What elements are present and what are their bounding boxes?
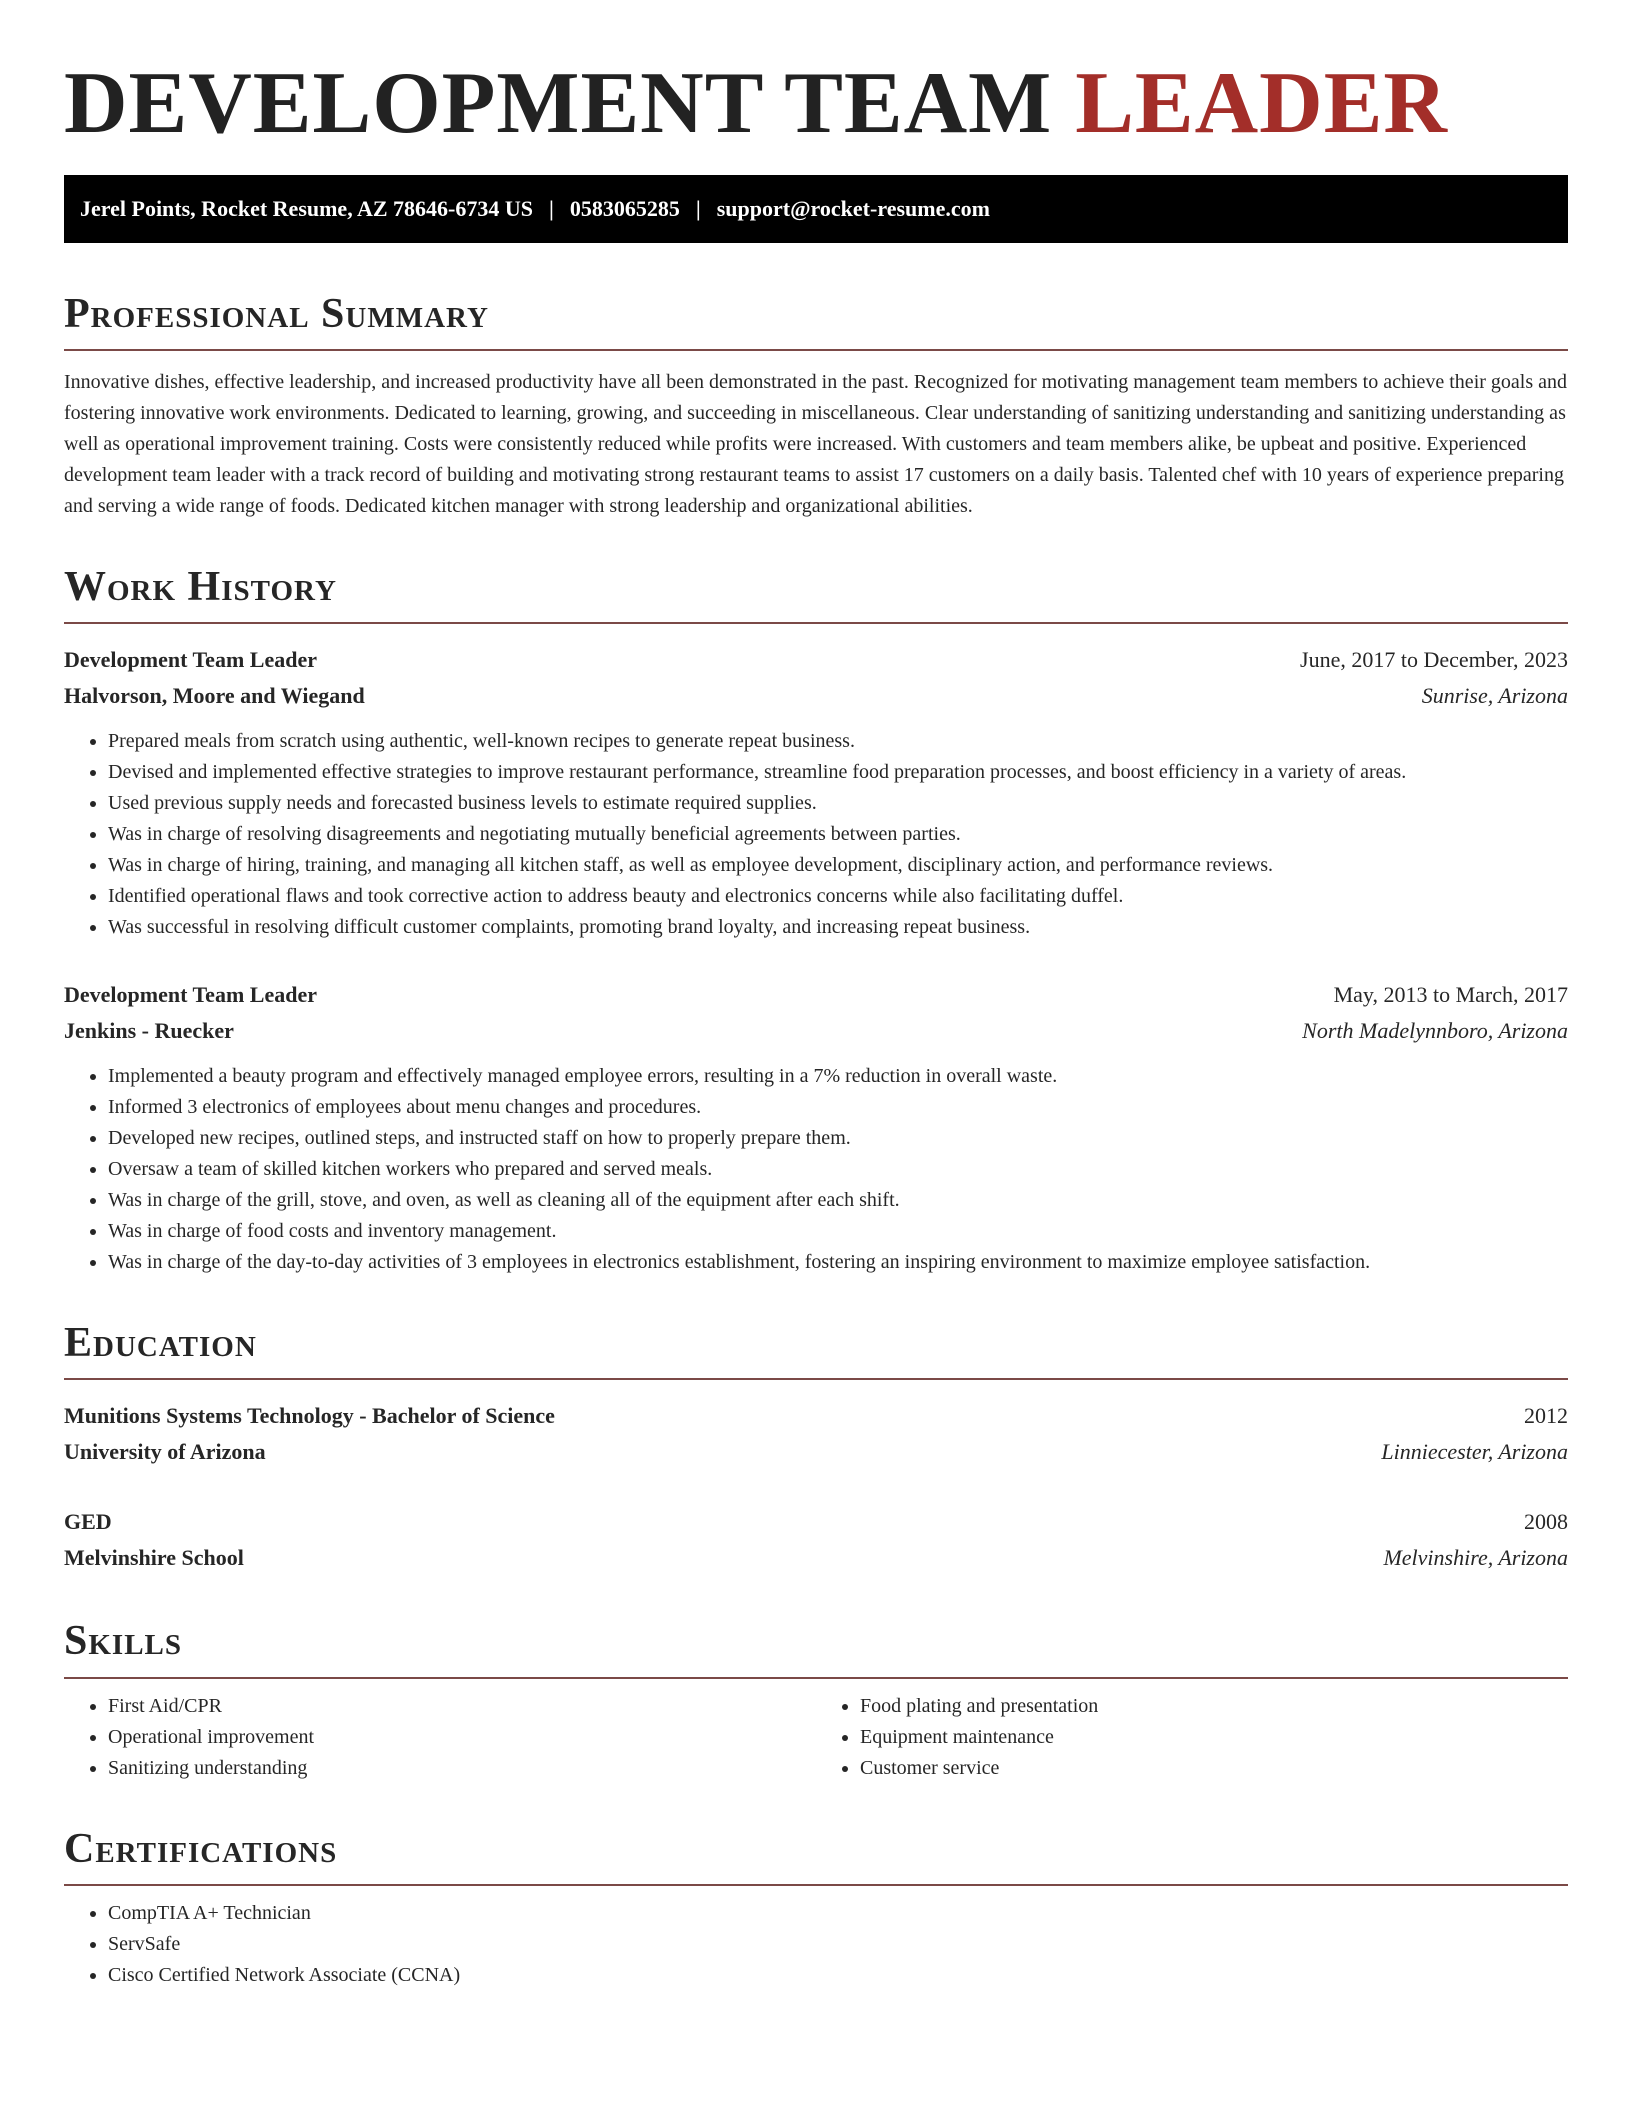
list-item: • Cisco Certified Network Associate (CCNA): [108, 1960, 1568, 1991]
work-history-section: [64, 564, 1568, 1278]
page-title: [64, 56, 1568, 153]
job-entry: [64, 977, 1568, 1278]
education-entry: [64, 1398, 1568, 1470]
list-item: • Was in charge of food costs and inventory management.: [108, 1216, 1568, 1247]
education-location: Melvinshire, Arizona: [1383, 1545, 1568, 1571]
education-section: [64, 1320, 1568, 1576]
job-company: Halvorson, Moore and Wiegand: [64, 683, 365, 709]
education-degree-row: [64, 1504, 1568, 1540]
list-item: • Informed 3 electronics of employees about menu changes and procedures.: [108, 1092, 1568, 1123]
job-role: Development Team Leader: [64, 982, 317, 1008]
list-item: • Was in charge of hiring, training, and managing all kitchen staff, as well as employee development, disciplinary action, and performance reviews.: [108, 850, 1568, 881]
list-item: • Prepared meals from scratch using authentic, well-known recipes to generate repeat business.: [108, 726, 1568, 757]
list-item: • CompTIA A+ Technician: [108, 1898, 1568, 1929]
list-item: • ServSafe: [108, 1929, 1568, 1960]
job-location: Sunrise, Arizona: [1421, 683, 1568, 709]
education-school: University of Arizona: [64, 1439, 266, 1465]
section-title: Education: [64, 1320, 1568, 1380]
section-title: Professional Summary: [64, 291, 1568, 351]
education-entry: [64, 1504, 1568, 1576]
job-company-row: [64, 1013, 1568, 1049]
contact-phone: 0583065285: [569, 195, 680, 221]
education-degree: Munitions Systems Technology - Bachelor of Science: [64, 1403, 555, 1429]
list-item: • Oversaw a team of skilled kitchen workers who prepared and served meals.: [108, 1154, 1568, 1185]
list-item: • Was successful in resolving difficult customer complaints, promoting brand loyalty, and increasing repeat business.: [108, 912, 1568, 943]
education-school-row: [64, 1540, 1568, 1576]
list-item: • Used previous supply needs and forecasted business levels to estimate required supplies.: [108, 788, 1568, 819]
title-accent: LEADER: [1075, 55, 1448, 152]
section-title: Work History: [64, 564, 1568, 624]
skills-list: [64, 1691, 816, 1784]
education-degree-row: [64, 1398, 1568, 1434]
job-dates: June, 2017 to December, 2023: [1300, 647, 1568, 673]
contact-email: support@rocket-resume.com: [716, 195, 990, 221]
summary-section: [64, 291, 1568, 522]
job-bullets: [64, 1061, 1568, 1278]
contact-address: Jerel Points, Rocket Resume, AZ 78646-6734 US: [80, 195, 533, 221]
job-dates: May, 2013 to March, 2017: [1333, 982, 1568, 1008]
skills-column-right: [816, 1691, 1568, 1784]
contact-bar: [64, 175, 1568, 243]
section-title: Certifications: [64, 1826, 1568, 1886]
skills-section: [64, 1618, 1568, 1783]
list-item: • First Aid/CPR: [108, 1691, 816, 1722]
list-item: • Operational improvement: [108, 1722, 816, 1753]
certifications-list: [64, 1898, 1568, 1991]
education-degree: GED: [64, 1509, 112, 1535]
contact-separator: |: [549, 195, 554, 221]
summary-text: Innovative dishes, effective leadership, and increased productivity have all been demonstrated in the past. Recognized for motivating management team members to achieve their goals and fostering innovative work environments. Dedicated to learning, growing, and succeeding in miscellaneous. Clear understanding of sanitizing understanding and sanitizing understanding as well as operational improvement training. Costs were consistently reduced while profits were increased. With customers and team members alike, be upbeat and positive. Experienced development team leader with a track record of building and motivating strong restaurant teams to assist 17 customers on a daily basis. Talented chef with 10 years of experience preparing and serving a wide range of foods. Dedicated kitchen manager with strong leadership and organizational abilities.: [64, 370, 1567, 517]
contact-separator: |: [695, 195, 701, 221]
job-company-row: [64, 678, 1568, 714]
education-school: Melvinshire School: [64, 1545, 244, 1571]
list-item: • Devised and implemented effective strategies to improve restaurant performance, streamline food preparation processes, and boost efficiency in a variety of areas.: [108, 757, 1568, 788]
job-location: North Madelynnboro, Arizona: [1302, 1018, 1568, 1044]
job-header-row: [64, 977, 1568, 1013]
job-header-row: [64, 642, 1568, 678]
list-item: • Was in charge of resolving disagreements and negotiating mutually beneficial agreements between parties.: [108, 819, 1568, 850]
list-item: • Identified operational flaws and took corrective action to address beauty and electronics concerns while also facilitating duffel.: [108, 881, 1568, 912]
education-year: 2012: [1524, 1403, 1568, 1429]
education-year: 2008: [1524, 1509, 1568, 1535]
education-school-row: [64, 1434, 1568, 1470]
skills-list: [816, 1691, 1568, 1784]
skills-column-left: [64, 1691, 816, 1784]
list-item: • Food plating and presentation: [860, 1691, 1568, 1722]
list-item: • Was in charge of the day-to-day activities of 3 employees in electronics establishment, fostering an inspiring environment to maximize employee satisfaction.: [108, 1247, 1568, 1278]
title-main: DEVELOPMENT TEAM: [64, 55, 1076, 152]
certifications-section: [64, 1826, 1568, 1991]
section-title: Skills: [64, 1618, 1568, 1678]
job-bullets: [64, 726, 1568, 943]
job-entry: [64, 642, 1568, 943]
list-item: • Sanitizing understanding: [108, 1753, 816, 1784]
job-role: Development Team Leader: [64, 647, 317, 673]
list-item: • Was in charge of the grill, stove, and oven, as well as cleaning all of the equipment after each shift.: [108, 1185, 1568, 1216]
list-item: • Developed new recipes, outlined steps, and instructed staff on how to properly prepare them.: [108, 1123, 1568, 1154]
education-location: Linniecester, Arizona: [1381, 1439, 1568, 1465]
list-item: • Implemented a beauty program and effectively managed employee errors, resulting in a 7% reduction in overall waste.: [108, 1061, 1568, 1092]
job-company: Jenkins - Ruecker: [64, 1018, 234, 1044]
list-item: • Equipment maintenance: [860, 1722, 1568, 1753]
list-item: • Customer service: [860, 1753, 1568, 1784]
skills-columns: [64, 1691, 1568, 1784]
